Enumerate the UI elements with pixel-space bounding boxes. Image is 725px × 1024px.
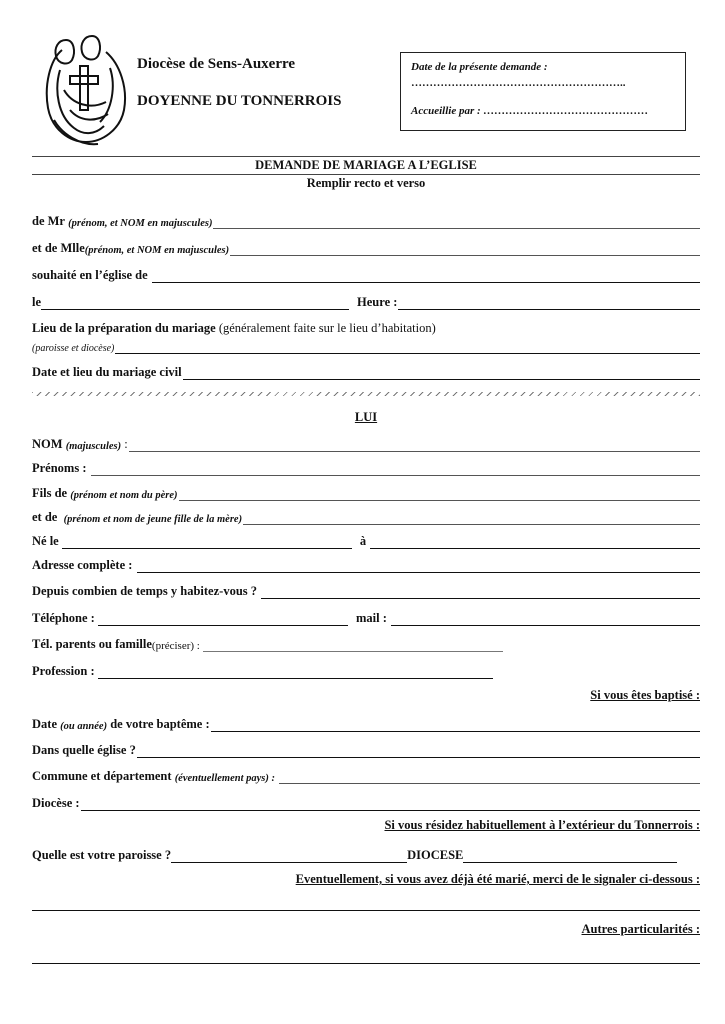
nom-row: [32, 434, 700, 452]
doyenne-name: DOYENNE DU TONNERROIS: [137, 93, 342, 109]
adresse-field[interactable]: [137, 560, 700, 573]
request-date-label: Date de la présente demande :: [411, 61, 548, 73]
etde-hint: (prénom et nom de jeune fille de la mère): [63, 514, 243, 525]
civil-row: [32, 362, 700, 380]
church-field[interactable]: [152, 270, 700, 283]
bapteme-diocese-label: Diocèse :: [32, 796, 80, 810]
groom-hint: (prénom, et NOM en majuscules): [68, 218, 213, 229]
bapteme-eglise-row: [32, 740, 700, 758]
diocese-name: Diocèse de Sens-Auxerre: [137, 56, 296, 72]
form-title: DEMANDE DE MARIAGE A L’EGLISE: [255, 158, 477, 172]
bapteme-date-hint: (ou année): [60, 721, 108, 732]
bapteme-commune-field[interactable]: [279, 771, 700, 784]
bride-hint: (prénom, et NOM en majuscules): [84, 245, 230, 256]
ext-diocese-field[interactable]: [463, 850, 677, 863]
marie-field[interactable]: [32, 910, 700, 911]
birth-date-field[interactable]: [62, 536, 352, 549]
profession-field[interactable]: [98, 666, 493, 679]
prep-hint: (paroisse et diocèse): [32, 343, 115, 354]
telephone-field[interactable]: [98, 613, 348, 626]
telephone-row: [32, 608, 700, 626]
divider: [32, 174, 700, 175]
diocese-logo-icon: [40, 30, 128, 150]
telephone-label: Téléphone :: [32, 611, 95, 625]
nom-label: NOM: [32, 437, 63, 451]
bride-name-field[interactable]: [230, 243, 700, 256]
bapteme-heading: Si vous êtes baptisé :: [590, 688, 700, 702]
date-time-row: [32, 292, 700, 310]
bride-label: et de Mlle: [32, 241, 85, 255]
bapteme-date-row: [32, 714, 700, 732]
bapteme-commune-label: Commune et département: [32, 769, 172, 783]
ne-label: Né le: [32, 534, 59, 548]
mail-field[interactable]: [391, 613, 700, 626]
prenoms-label: Prénoms :: [32, 461, 87, 475]
fils-row: [32, 483, 700, 501]
mother-row: [32, 507, 700, 525]
adresse-label: Adresse complète :: [32, 558, 133, 572]
a-label: à: [359, 534, 367, 548]
prep-field-row: [32, 336, 700, 354]
date-label: le: [32, 295, 42, 309]
father-field[interactable]: [179, 488, 700, 501]
depuis-label: Depuis combien de temps y habitez-vous ?: [32, 584, 258, 598]
bride-name-row: [32, 238, 700, 256]
bapteme-diocese-field[interactable]: [81, 798, 700, 811]
separator-dotted: [32, 392, 700, 396]
mother-field[interactable]: [243, 512, 700, 525]
groom-name-field[interactable]: [213, 216, 700, 229]
groom-name-row: [32, 211, 700, 229]
exterieur-heading: Si vous résidez habituellement à l’extérieur du Tonnerrois :: [384, 818, 700, 832]
nom-field[interactable]: [129, 439, 700, 452]
depuis-row: [32, 581, 700, 599]
form-subtitle: Remplir recto et verso: [306, 176, 426, 190]
wedding-time-field[interactable]: [398, 297, 700, 310]
mail-label: mail :: [355, 611, 387, 625]
fils-label: Fils de: [32, 486, 68, 500]
prenoms-field[interactable]: [91, 463, 700, 476]
bapteme-diocese-row: [32, 793, 700, 811]
prep-field[interactable]: [115, 341, 700, 354]
fils-hint: (prénom et nom du père): [70, 490, 178, 501]
bapteme-date-field[interactable]: [211, 719, 700, 732]
marie-heading: Eventuellement, si vous avez déjà été marié, merci de le signaler ci-dessous :: [295, 872, 700, 886]
autres-heading: Autres particularités :: [581, 922, 700, 936]
time-label: Heure :: [357, 295, 398, 309]
bapteme-date-label: Date: [32, 717, 57, 731]
bapteme-commune-row: [32, 766, 700, 784]
paroisse-label: Quelle est votre paroisse ?: [32, 848, 172, 862]
telparents-row: [32, 634, 700, 652]
prep-label: Lieu de la préparation du mariage: [32, 321, 216, 335]
divider: [32, 156, 700, 157]
autres-field[interactable]: [32, 963, 700, 964]
telparents-label: Tél. parents ou famille: [32, 637, 152, 651]
received-by-label[interactable]: Accueillie par : ………………………………………: [411, 105, 649, 117]
nom-colon: :: [124, 437, 128, 451]
groom-label: de Mr: [32, 214, 65, 228]
telparents-field[interactable]: [203, 639, 503, 652]
church-row: [32, 265, 700, 283]
nom-hint: (majuscules): [65, 441, 122, 452]
birth-place-field[interactable]: [370, 536, 700, 549]
adresse-row: [32, 555, 700, 573]
prep-note: (généralement faite sur le lieu d’habitation): [218, 321, 436, 335]
request-date-dots[interactable]: …………………………………………………..: [411, 77, 626, 89]
bapteme-commune-hint: (éventuellement pays) :: [174, 773, 275, 784]
ext-diocese-label: DIOCESE: [407, 848, 464, 862]
church-label: souhaité en l’église de: [32, 268, 148, 282]
paroisse-field[interactable]: [171, 850, 407, 863]
paroisse-row: [32, 845, 700, 863]
bapteme-eglise-field[interactable]: [137, 745, 700, 758]
profession-row: [32, 661, 700, 679]
prep-row: [32, 318, 700, 336]
birth-row: [32, 531, 700, 549]
lui-heading: LUI: [354, 410, 378, 424]
wedding-date-field[interactable]: [41, 297, 349, 310]
etde-label: et de: [32, 510, 58, 524]
profession-label: Profession :: [32, 664, 95, 678]
civil-field[interactable]: [183, 367, 700, 380]
bapteme-date-label2: de votre baptême :: [110, 717, 210, 731]
telparents-hint: (préciser) :: [151, 640, 200, 652]
civil-label: Date et lieu du mariage civil: [32, 365, 182, 379]
prenoms-row: [32, 458, 700, 476]
depuis-field[interactable]: [261, 586, 700, 599]
request-info-box: [400, 52, 686, 131]
bapteme-eglise-label: Dans quelle église ?: [32, 743, 136, 757]
